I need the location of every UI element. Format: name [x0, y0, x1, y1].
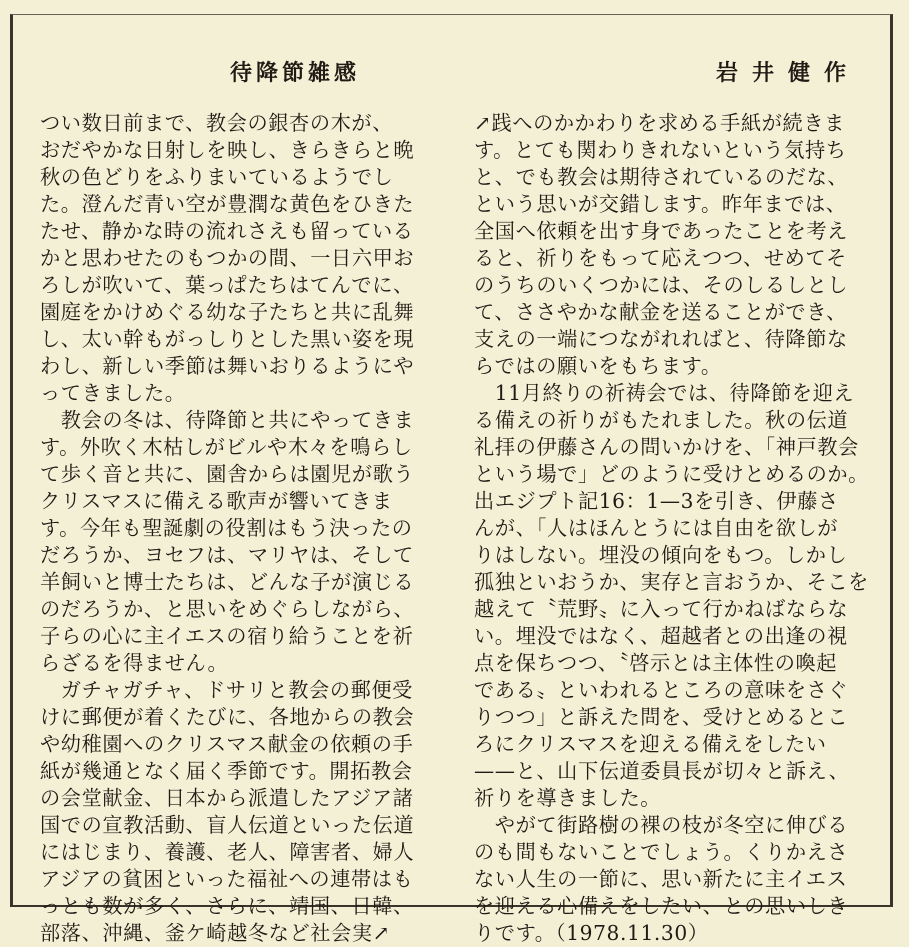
text-line: い。埋没ではなく、超越者との出逢の視 — [474, 624, 848, 648]
text-line: て、ささやかな献金を送ることができ、 — [474, 300, 847, 324]
text-line: す。とても関わりきれないという気持ち — [474, 138, 847, 162]
text-line: という思いが交錯します。昨年までは、 — [474, 192, 847, 216]
text-line: 全国へ依頼を出す身であったことを考え — [474, 219, 848, 243]
text-line: 出エジプト記16：1—3を引き、伊藤さ — [474, 489, 839, 513]
text-line: 11月終りの祈祷会では、待降節を迎え — [474, 381, 855, 405]
left-text-column — [40, 110, 458, 947]
text-line: ってきました。 — [40, 381, 186, 405]
text-line: 秋の色どりをふりまいているようでし — [40, 165, 394, 189]
text-line: おだやかな日射しを映し、きらきらと晩 — [40, 138, 415, 162]
text-line: わし、新しい季節は舞いおりるようにや — [40, 354, 415, 378]
text-line: ろしが吹いて、葉っぱたちはてんでに、 — [40, 273, 414, 297]
text-line: にはじまり、養護、老人、障害者、婦人 — [40, 840, 415, 864]
text-line: のも間もないことでしょう。くりかえさ — [474, 840, 849, 864]
text-line: や幼稚園へのクリスマス献金の依頼の手 — [40, 732, 414, 756]
text-line: たせ、静かな時の流れさえも留っている — [40, 219, 414, 243]
text-line: のうちのいくつかには、そのしるしとし — [474, 273, 849, 297]
text-line: っとも数が多く、さらに、靖国、日韓、 — [40, 894, 414, 918]
text-line: ると、祈りをもって応えつつ、せめてそ — [474, 246, 847, 270]
text-line: 孤独といおうか、実存と言おうか、そこを — [474, 570, 869, 594]
text-line: んが、「人はほんとうには自由を欲しが — [474, 516, 839, 540]
text-line: 教会の冬は、待降節と共にやってきま — [40, 408, 415, 432]
text-line: クリスマスに備える歌声が響いてきま — [40, 489, 393, 513]
text-line: 紙が幾通となく届く季節です。開拓教会 — [40, 759, 413, 783]
text-line: 点を保ちつつ、〝啓示とは主体性の喚起 — [474, 651, 838, 675]
text-line: 国での宣教活動、盲人伝道といった伝道 — [40, 813, 415, 837]
text-line: ろにクリスマスを迎える備えをしたい — [474, 732, 827, 756]
text-line: ない人生の一節に、思い新たに主イエス — [474, 867, 848, 891]
text-line: らではの願いをもちます。 — [474, 354, 722, 378]
text-line: ガチャガチャ、ドサリと教会の郵便受 — [40, 678, 413, 702]
text-line: 越えて〝荒野〟に入って行かねばならな — [474, 597, 849, 621]
text-line: やがて街路樹の裸の枝が冬空に伸びる — [474, 813, 849, 837]
text-line: た。澄んだ青い空が豊潤な黄色をひきた — [40, 192, 415, 216]
text-line: りはしない。埋没の傾向をもつ。しかし — [474, 543, 848, 567]
text-line: 園庭をかけめぐる幼な子たちと共に乱舞 — [40, 300, 415, 324]
text-line: りつつ」と訴えた問を、受けとめるとこ — [474, 705, 849, 729]
text-line: ↗践へのかかわりを求める手紙が続きま — [474, 111, 845, 135]
text-line: である〟といわれるところの意味をさぐ — [474, 678, 849, 702]
text-line: す。外吹く木枯しがビルや木々を鳴らし — [40, 435, 413, 459]
text-line: を迎える心備えをしたい、との思いしき — [474, 894, 849, 918]
text-line: し、太い幹もがっしりとした黒い姿を現 — [40, 327, 415, 351]
text-line: 羊飼いと博士たちは、どんな子が演じる — [40, 570, 415, 594]
text-line: る備えの祈りがもたれました。秋の伝道 — [474, 408, 849, 432]
text-line: 部落、沖縄、釜ケ崎越冬など社会実↗ — [40, 921, 391, 945]
text-line: だろうか、ヨセフは、マリヤは、そして — [40, 543, 414, 567]
article-author: 岩井健作 — [716, 60, 861, 86]
text-line: と、でも教会は期待されているのだな、 — [474, 165, 849, 189]
text-line: アジアの貧困といった福祉への連帯はも — [40, 867, 414, 891]
text-line: という場で」どのように受けとめるのか。 — [474, 462, 869, 486]
text-line: 礼拝の伊藤さんの問いかけを、「神戸教会 — [474, 435, 859, 459]
text-line: す。今年も聖誕劇の役割はもう決ったの — [40, 516, 413, 540]
text-line: ——と、山下伝道委員長が切々と訴え、 — [474, 759, 850, 783]
text-line: の会堂献金、日本から派遣したアジア諸 — [40, 786, 414, 810]
text-line: りです。（1978.11.30） — [474, 921, 709, 945]
text-line: 支えの一端につながれればと、待降節な — [474, 327, 848, 351]
text-line: のだろうか、と思いをめぐらしながら、 — [40, 597, 415, 621]
text-line: つい数日前まで、教会の銀杏の木が、 — [40, 111, 393, 135]
text-line: 子らの心に主イエスの宿り給うことを祈 — [40, 624, 414, 648]
text-line: らざるを得ません。 — [40, 651, 229, 675]
text-line: て歩く音と共に、園舎からは園児が歌う — [40, 462, 415, 486]
article-title: 待降節雑感 — [230, 60, 361, 86]
text-line: 祈りを導きました。 — [474, 786, 662, 810]
text-line: かと思わせたのもつかの間、一日六甲お — [40, 246, 415, 270]
right-text-column — [474, 110, 890, 947]
text-line: けに郵便が着くたびに、各地からの教会 — [40, 705, 415, 729]
